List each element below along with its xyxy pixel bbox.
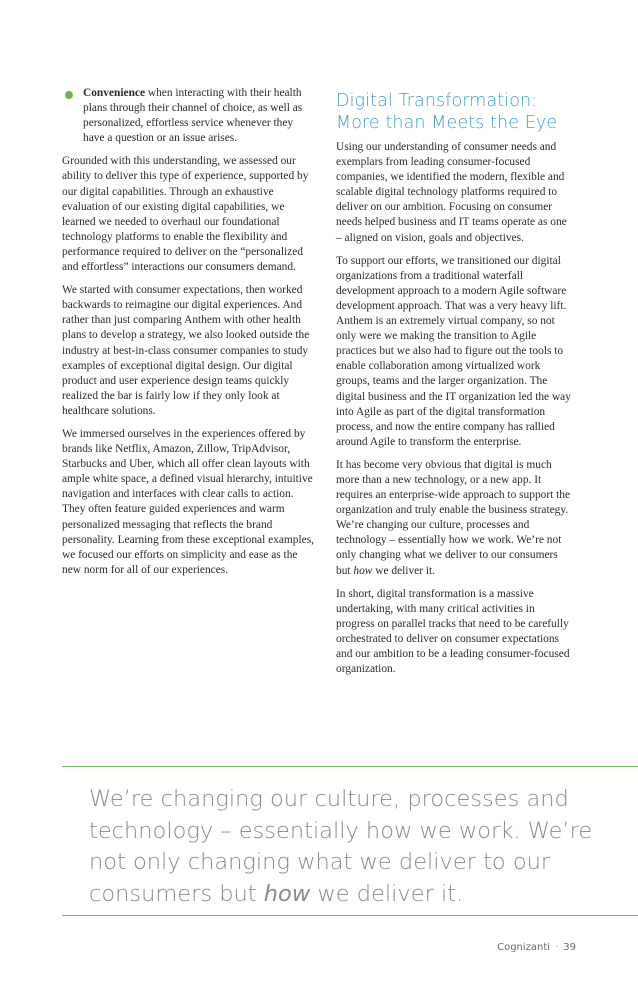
section-heading-line2: More than Meets the Eye	[336, 113, 558, 133]
page-footer	[497, 942, 576, 953]
para-text: we deliver it.	[372, 564, 436, 577]
left-column	[62, 86, 317, 586]
body-paragraph: Grounded with this understanding, we assessed our ability to deliver this type of experience, supported by our digital capabilities. Through an exhaustive evaluation of our existing digital capabilities, we learned we needed to overhaul our foundational technology platforms to enable the flexibility and performance required to deliver on the “personalized and effortless” interactions our consumers demand.	[62, 155, 309, 274]
pull-quote-text: We’re changing our culture, processes and technology – essentially how we work. We’re not only changing what we deliver to our consumers but	[89, 786, 593, 907]
pull-quote-emphasis: how	[263, 880, 311, 907]
divider-top	[62, 766, 638, 767]
pull-quote-text: we deliver it.	[310, 880, 464, 907]
divider-bottom	[62, 915, 638, 916]
body-paragraph: We started with consumer expectations, then worked backwards to reimagine our digital experiences. And rather than just comparing Anthem with other health plans to develop a strategy, we also looked outside the industry at best-in-class consumer companies to study examples of exceptional digital design. Our digital product and user experience design teams quickly realized the bar is fairly low if they only look at healthcare solutions.	[62, 284, 310, 417]
bullet-dot-icon	[65, 91, 73, 99]
body-paragraph: Using our understanding of consumer needs and exemplars from leading consumer-focused companies, we identified the modern, flexible and scalable digital technology platforms required to deliver on our ambition. Focusing on consumer needs helped business and IT teams operate as one – aligned on vision, goals and objectives.	[336, 141, 567, 244]
section-heading-line1: Digital Transformation:	[336, 91, 538, 111]
pull-quote	[89, 784, 609, 910]
body-paragraph: In short, digital transformation is a massive undertaking, with many critical activities in progress on parallel tracks that need to be carefully orchestrated to deliver on consumer expectations and our ambition to be a leading consumer-focused organization.	[336, 587, 570, 676]
body-paragraph: We immersed ourselves in the experiences offered by brands like Netflix, Amazon, Zillow, TripAdvisor, Starbucks and Uber, which all offer clean layouts with ample white space, a defined visual hierarchy, intuitive navigation and interfaces with clear calls to action. They often feature guided experiences and warm personalized messaging that reflects the brand personality. Learning from these exceptional examples, we focused our efforts on simplicity and ease as the new norm for all of our experiences.	[62, 427, 314, 576]
body-paragraph: To support our efforts, we transitioned our digital organizations from a traditional waterfall development approach to a modern Agile software development approach. That was a very heavy lift. Anthem is an extremely virtual company, so not only were we making the transition to Agile practices but we also had to figure out the tools to enable collaboration among virtualized work groups, teams and the larger organization. The digital business and the IT organization led the way into Agile as part of the digital transformation process, and now the entire company has rallied around Agile to transform the enterprise.	[336, 254, 571, 448]
right-column	[336, 86, 572, 685]
section-heading	[336, 90, 572, 134]
bullet-description: when interacting with their health plans through their channel of choice, as well as personalized, effortless service whenever they have a question or an issue arises.	[83, 87, 303, 145]
bullet-text	[83, 86, 317, 146]
body-paragraph	[336, 458, 572, 579]
para-text: It has become very obvious that digital is much more than a new technology, or a new app. It requires an enterprise-wide approach to support the organization and truly enable the business strategy. We’re changing our culture, processes and technology – essentially how we work. We’re not only changing what we deliver to our consumers but	[336, 458, 571, 577]
footer-separator: ·	[555, 942, 559, 953]
page-number: 39	[563, 942, 576, 953]
bullet-bold-term: Convenience	[83, 87, 146, 99]
footer-brand: Cognizanti	[497, 942, 551, 953]
para-emphasis: how	[353, 564, 373, 577]
bullet-item	[62, 86, 317, 146]
